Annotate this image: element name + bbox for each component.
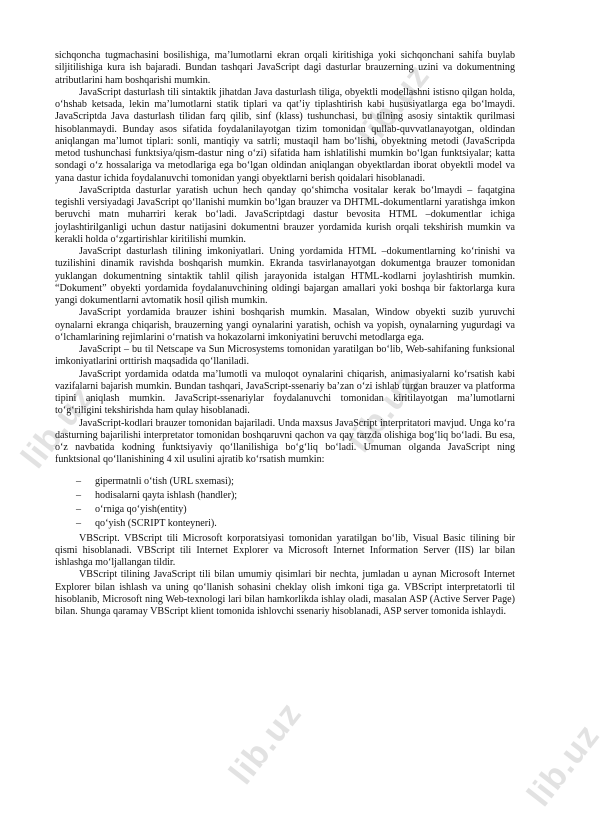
list-marker: –: [76, 489, 82, 501]
paragraph: VBScript. VBScript tili Microsoft korporatsiyasi tomonidan yaratilgan bo‘lib, Visual Basic tilining bir qismi hisoblanadi. VBScript tili Internet Explorer va Microsoft Internet Information Server (IIS) lar bilan ishlashga mo‘ljallangan tildir.: [55, 532, 515, 568]
paragraph: JavaScript yordamida brauzer ishini boshqarish mumkin. Masalan, Window obyekti suzib yuruvchi oynalarni ekranga chiqarish, brauzerning yangi oynalarini yaratish, ochish va yopish, oynalarning yugurdagi va o‘lchamlarining rejimlarini o‘rnatish va hokazolarni imkoniyatini beruvchi metodlarga ega.: [55, 307, 515, 343]
list-item: [55, 517, 515, 531]
list-item: [55, 475, 515, 489]
list-item-text: hodisalarni qayta ishlash (handler);: [95, 489, 238, 501]
document-body: [55, 50, 515, 618]
list-marker: –: [76, 503, 82, 515]
list-item-text: o‘rniga qo‘yish(entity): [95, 503, 187, 515]
list-item: [55, 503, 515, 517]
paragraph: VBScript tilining JavaScript tili bilan umumiy qisimlari bir nechta, jumladan u aynan Microsoft Internet Explorer bilan ishlash va uning qo‘llanish sohasini cheklay olish imkoni tiga ga. VBScript interpretatorli til hisoblanib, Microsoft ning Web-texnologi lari bilan hamkorlikda ishlay oladi, masalan ASP (Active Server Page) bilan. Shunga qaramay VBScript klient tomonida ishlovchi ssenariy hisoblanadi, ASP server tomonida ishlaydi.: [55, 569, 515, 617]
paragraph: sichqoncha tugmachasini bosilishiga, ma’lumotlarni ekran orqali kiritishiga yoki sichqonchani sahifa buylab siljitilishiga kura ish bajaradi. Bundan tashqari JavaScript dagi dasturlar brauzerning uzini va dokumentning atributlarini ham boshqarishi mumkin.: [55, 50, 515, 86]
paragraph: JavaScript dasturlash tili sintaktik jihatdan Java dasturlash tiliga, obyektli modellashni istisno qilgan holda, o‘hshab ketsada, lekin ma’lumotlarni statik tiplari va qat’iy tiplashtirish kabi hususiyatlarga ega bo‘lmaydi. JavaScriptda Java dasturlash tilidan farq qilib, sinf (klass) tushunchasi, bu tilning asosiy sintaktik qurilmasi hisoblanmaydi. Bunday asos sifatida foydalanilayotgan tizim tomonidan qullab-quvvatlanayotgan, oldindan aniqlangan ma’lumot tiplari: sonli, mantiqiy va satrli; mustaqil ham bo‘lishi, obyektning metodi (JavaScripda metod tushunchasi funktsiya/qism-dastur ning o‘zi) sifatida ham ishlatilishi mumkin bo‘lgan funktsiyalar; katta sondagi o‘z hossalariga va metodlariga ega bo‘lgan oldindan aniqlangan obyektlardan iborat obyektli model va yana dastur ichida foydalanuvchi tomonidan yangi obyektlarni berish qoidalari hisoblanadi.: [55, 86, 515, 184]
list-item-text: gipermatnli o‘tish (URL sxemasi);: [95, 475, 234, 487]
paragraph: JavaScript-kodlari brauzer tomonidan bajariladi. Unda maxsus JavaScript interpritatori mavjud. Unga ko‘ra dasturning bajarilishi interpretator tomonidan boshqaruvni qachon va qay tarzda olishiga bog‘liq bo‘ladi. Bu esa, o‘z navbatida kodning funktsiyaviy qo‘llanilishiga bo‘g‘liq bo‘ladi. Umuman olganda JavaScript ning funktsional qo‘llanishining 4 xil usulini ajratib ko‘rsatish mumkin:: [55, 417, 515, 466]
paragraph: JavaScript dasturlash tilining imkoniyatlari. Uning yordamida HTML –dokumentlarning ko‘rinishi va tuzilishini dinamik ravishda boshqarish mumkin. Ekranda tasvirlanayotgan dokumentga brauzer tomonidan yuklangan dokumentning sintaktik tahlil qilish jarayonida istalgan HTML-kodlarni joylashtirish mumkin. “Dokument” obyekti yordamida foydalanuvchining oldingi bajargan amallari yoki boshqa bir faktorlarga kura yangi dokumentlarni avtomatik hosil qilish mumkin.: [55, 246, 515, 306]
paragraph: JavaScriptda dasturlar yaratish uchun hech qanday qo‘shimcha vositalar kerak bo‘lmaydi – faqatgina tegishli versiyadagi JavaScript qo‘llanishi mumkin bo‘lgan brauzer va DHTML-dokumentlarni yaratishga imkon beruvchi matn muharriri kerak bo‘ladi. JavaScriptdagi dastur bevosita HTML –dokumentlar ichiga joylashtirilganligi uchun dastur natijasini dokumentni brauzer yordamida kurish orqali tekshirish mumkin va kerakli holda o‘zgartirishlar kiritilishi mumkin.: [55, 184, 515, 245]
paragraph: JavaScript yordamida odatda ma’lumotli va muloqot oynalarini chiqarish, animasiyalarni ko‘rsatish kabi vazifalarni bajarish mumkin. Bundan tashqari, JavaScript-ssenariy ba’zan o‘zi ishlab turgan brauzer va platforma tipini aniqlash mumkin. JavaScript-ssenariylar foydalanuvchi tomonidan kiritilayotgan ma’lumotlarni to‘g‘riligini tekshirishda ham qulay hisoblanadi.: [55, 368, 515, 417]
watermark: lib.uz: [520, 716, 608, 814]
list-item: [55, 489, 515, 503]
usage-list: [55, 475, 515, 531]
watermark: lib.uz: [14, 378, 102, 476]
watermark: lib.uz: [222, 694, 310, 792]
watermark: lib.uz: [350, 56, 438, 154]
list-marker: –: [76, 517, 82, 529]
list-marker: –: [76, 475, 82, 487]
list-item-text: qo‘yish (SCRIPT konteyneri).: [95, 517, 217, 529]
watermark: lib.uz: [340, 362, 428, 460]
paragraph: JavaScript – bu til Netscape va Sun Microsystems tomonidan yaratilgan bo‘lib, Web-sahifaning funksional imkoniyatlarini orttirish maqsadida qo‘llaniladi.: [55, 344, 515, 368]
